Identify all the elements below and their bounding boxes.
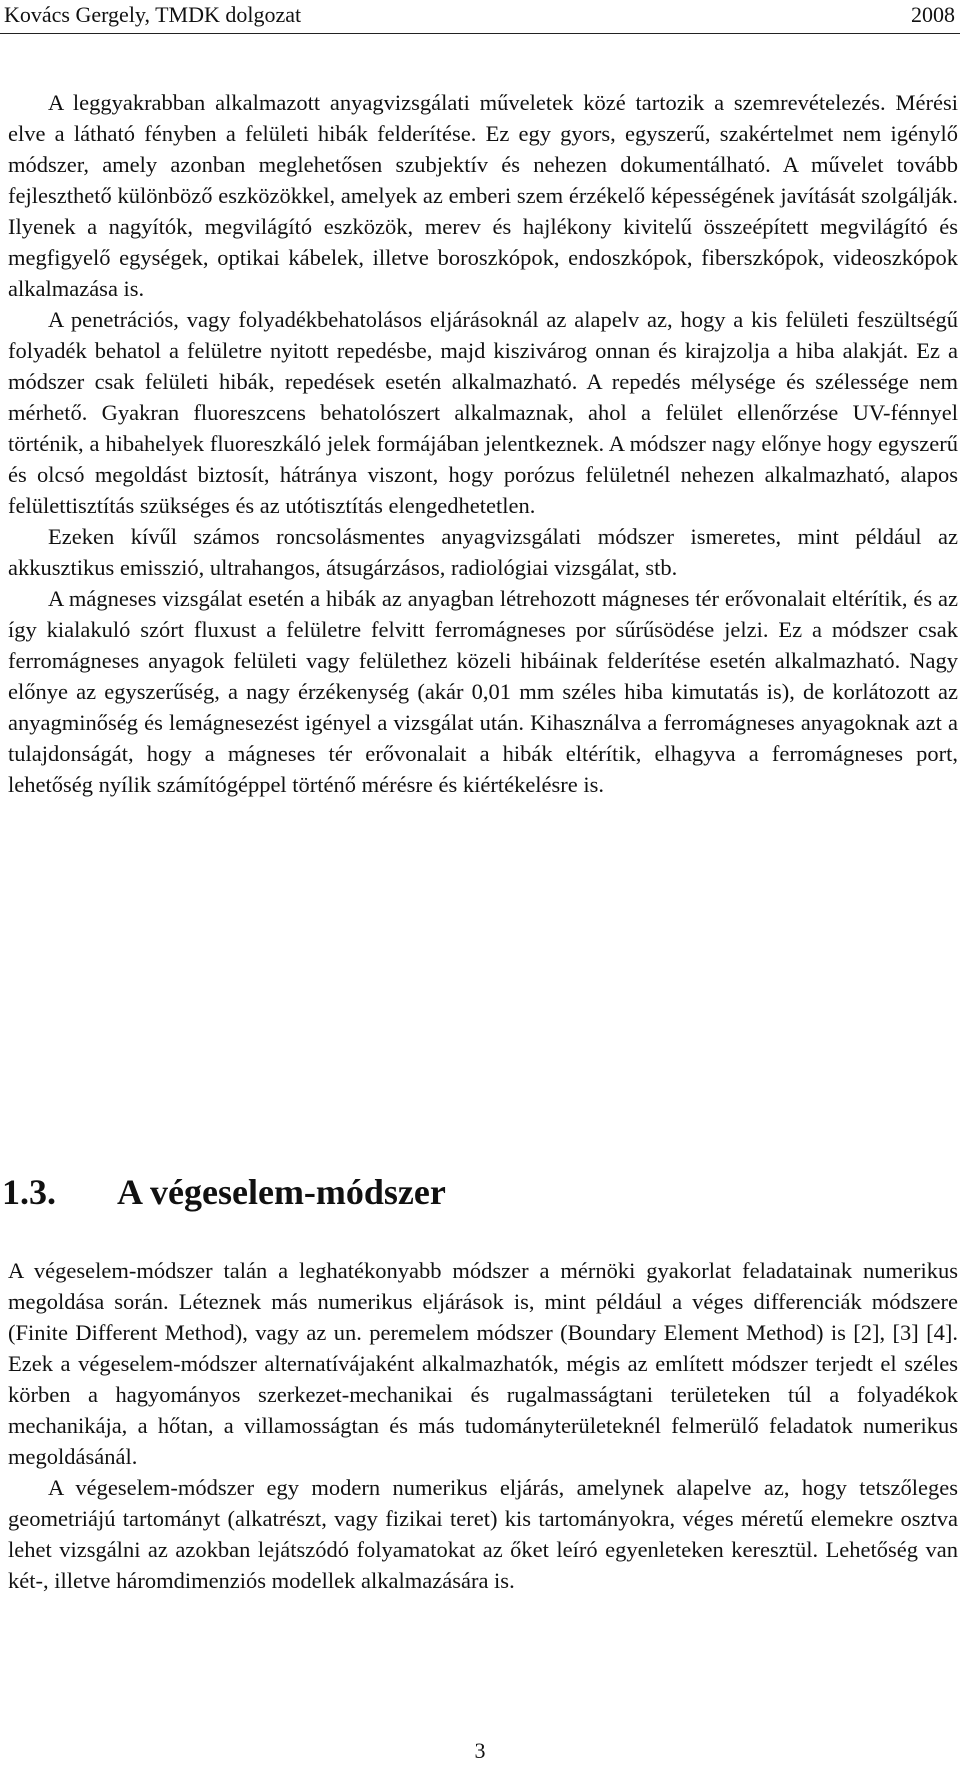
page-header bbox=[0, 0, 960, 34]
paragraph-fem-principle: A végeselem-módszer egy modern numerikus eljárás, amelynek alapelve az, hogy tetszőleges geometriájú tartományt (alkatrészt, vagy fizikai teret) kis tartományokra, véges méretű elemekre osztva lehet vizsgálni az azokban lejátszódó folyamatokat az őket leíró egyenleteken keresztül. Lehetőség van két-, illetve háromdimenziós modellek alkalmazására is. bbox=[8, 1475, 958, 1593]
header-year: 2008 bbox=[911, 2, 955, 27]
page-number: 3 bbox=[474, 1738, 486, 1763]
section-number: 1.3. bbox=[2, 1172, 56, 1212]
paragraph-fem-intro: A végeselem-módszer talán a leghatékonyabb módszer a mérnöki gyakorlat feladatainak numerikus megoldása során. Léteznek más numerikus eljárások is, mint például a véges differenciák módszere (Finite Different Method), vagy az un. peremelem módszer (Boundary Element Method) is [2], [3] [4]. Ezek a végeselem-módszer alternatívájaként alkalmazhatók, mégis az említett módszer terjedt el széles körben a hagyományos szerkezet-mechanikai és rugalmasságtani területeken túl a folyadékok mechanikája, a hőtan, a villamosságtan és más tudományterületeknél felmerülő feladatok numerikus megoldásánál. bbox=[8, 1258, 958, 1469]
section-title: A végeselem-módszer bbox=[117, 1172, 446, 1212]
paragraph-visual-inspection: A leggyakrabban alkalmazott anyagvizsgálati műveletek közé tartozik a szemrevételezés. Mérési elve a látható fényben a felületi hibák felderítése. Ez egy gyors, egyszerű, szakértelmet nem igénylő módszer, amely azonban meglehetősen szubjektív és nehezen dokumentálható. A művelet tovább fejleszthető különböző eszközökkel, amelyek az emberi szem érzékelő képességének javítását szolgálják. Ilyenek a nagyítók, megvilágító eszközök, merev és hajlékony kivitelű összeépített megvilágító és megfigyelő egységek, optikai kábelek, illetve boroszkópok, endoszkópok, fiberszkópok, videoszkópok alkalmazása is. bbox=[8, 90, 958, 301]
body-text bbox=[8, 87, 958, 800]
section-body bbox=[8, 1255, 958, 1596]
header-author-title: Kovács Gergely, TMDK dolgozat bbox=[4, 2, 302, 27]
paragraph-other-methods: Ezeken kívűl számos roncsolásmentes anyagvizsgálati módszer ismeretes, mint például az akkusztikus emisszió, ultrahangos, átsugárzásos, radiológiai vizsgálat, stb. bbox=[8, 524, 958, 580]
paragraph-magnetic-testing: A mágneses vizsgálat esetén a hibák az anyagban létrehozott mágneses tér erővonalait eltérítik, és az így kialakuló szórt fluxust a felületre felvitt ferromágneses por sűrűsödése jelzi. Ez a módszer csak ferromágneses anyagok felületi vagy felülethez közeli hibáinak felderítése esetén alkalmazható. Nagy előnye az egyszerűség, a nagy érzékenység (akár 0,01 mm széles hiba kimutatás is), de korlátozott az anyagminőség és lemágnesezést igényel a vizsgálat után. Kihasználva a ferromágneses anyagoknak azt a tulajdonságát, hogy a mágneses tér erővonalait a hibák eltérítik, elhagyva a ferromágneses port, lehetőség nyílik számítógéppel történő mérésre és kiértékelésre is. bbox=[8, 586, 958, 797]
paragraph-penetrant-testing: A penetrációs, vagy folyadékbehatolásos eljárásoknál az alapelv az, hogy a kis felületi feszültségű folyadék behatol a felületre nyitott repedésbe, majd kiszivárog onnan és kirajzolja a hiba alakját. Ez a módszer csak felületi hibák, repedések esetén alkalmazható. A repedés mélysége és szélessége nem mérhető. Gyakran fluoreszcens behatolószert alkalmaznak, ahol a felület ellenőrzése UV-fénnyel történik, a hibahelyek fluoreszkáló jelek formájában jelentkeznek. A módszer nagy előnye hogy egyszerű és olcsó megoldást biztosít, hátránya viszont, hogy porózus felületnél nehezen alkalmazható, alapos felülettisztítás szükséges és az utótisztítás elengedhetetlen. bbox=[8, 307, 958, 518]
section-heading bbox=[0, 1170, 950, 1214]
